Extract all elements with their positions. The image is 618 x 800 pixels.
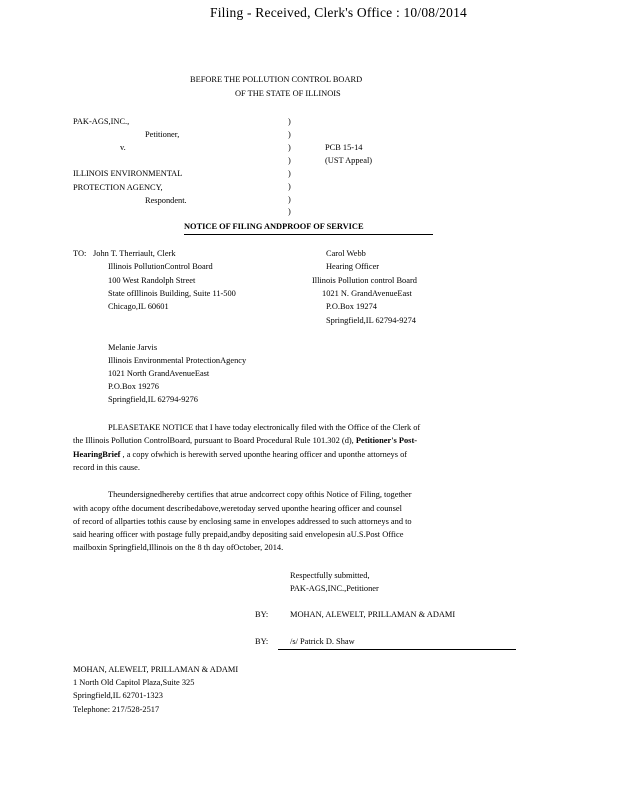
address-line: Illinois Pollution control Board	[312, 276, 417, 285]
firm-line: MOHAN, ALEWELT, PRILLAMAN & ADAMI	[73, 665, 239, 674]
law-firm-name: MOHAN, ALEWELT, PRILLAMAN & ADAMI	[290, 610, 456, 619]
notice-title: NOTICE OF FILING ANDPROOF OF SERVICE	[184, 222, 364, 231]
paragraph-line	[73, 450, 407, 460]
document-title-bold: HearingBrief	[73, 450, 121, 459]
notice-title-underline	[184, 234, 433, 235]
firm-line: 1 North Old Capitol Plaza,Suite 325	[73, 678, 195, 687]
paragraph-line: Theundersignedhereby certifies that atrue andcorrect copy ofthis Notice of Filing, together	[108, 490, 412, 499]
by-label: BY:	[255, 637, 269, 646]
paragraph-line: of record of allparties tothis cause by enclosing same in envelopes addressed to such attorneys and to	[73, 517, 412, 526]
paragraph-line: record in this cause.	[73, 463, 140, 472]
address-line: Springfield,IL 62794-9274	[326, 316, 416, 325]
by-label: BY:	[255, 610, 269, 619]
caption-bracket: )	[288, 156, 291, 165]
caption-bracket: )	[288, 130, 291, 139]
paragraph-line	[73, 436, 417, 446]
to-label: TO:	[73, 249, 87, 258]
address-line: State ofIllinois Building, Suite 11-500	[108, 289, 236, 298]
signer-name: /s/ Patrick D. Shaw	[290, 637, 355, 646]
caption-bracket: )	[288, 195, 291, 204]
address-line: Hearing Officer	[326, 262, 380, 271]
caption-bracket: )	[288, 117, 291, 126]
versus-label: v.	[120, 143, 126, 152]
address-line: Illinois PollutionControl Board	[108, 262, 213, 271]
address-line: Illinois Environmental ProtectionAgency	[108, 356, 247, 365]
paragraph-line: mailboxin Springfield,Illinois on the 8 th day ofOctober, 2014.	[73, 543, 284, 552]
address-line: John T. Therriault, Clerk	[93, 249, 176, 258]
document-title-bold: Petitioner's Post-	[355, 436, 418, 445]
caption-bracket: )	[288, 207, 291, 216]
party-name: PAK-AGS,INC.,Petitioner	[290, 584, 379, 593]
paragraph-text: the Illinois Pollution ControlBoard, pursuant to Board Procedural Rule 101.302 (d),	[73, 436, 354, 445]
firm-line: Telephone: 217/528-2517	[73, 705, 160, 714]
address-line: 100 West Randolph Street	[108, 276, 196, 285]
paragraph-line: with acopy ofthe document describedabove,weretoday served uponthe hearing officer and counsel	[73, 504, 402, 513]
respondent-name-line1: ILLINOIS ENVIRONMENTAL	[73, 169, 183, 178]
address-line: Melanie Jarvis	[108, 343, 158, 352]
petitioner-role: Petitioner,	[145, 130, 180, 139]
respondent-role: Respondent.	[145, 196, 187, 205]
closing: Respectfully submitted,	[290, 571, 370, 580]
caption-bracket: )	[288, 143, 291, 152]
address-line: P.O.Box 19276	[108, 382, 159, 391]
address-line: Chicago,IL 60601	[108, 302, 169, 311]
address-line: Carol Webb	[326, 249, 366, 258]
paragraph-line: said hearing officer with postage fully prepaid,andby depositing said envelopesin aU.S.Post Office	[73, 530, 404, 539]
caption-bracket: )	[288, 169, 291, 178]
filing-stamp: Filing - Received, Clerk's Office : 10/08/2014	[210, 5, 467, 20]
paragraph-line: PLEASETAKE NOTICE that I have today electronically filed with the Office of the Clerk of	[108, 423, 421, 432]
case-number: PCB 15-14	[325, 143, 363, 152]
case-type: (UST Appeal)	[325, 156, 373, 165]
address-line: P.O.Box 19274	[326, 302, 377, 311]
paragraph-text: , a copy ofwhich is herewith served uponthe hearing officer and uponthe attorneys of	[120, 450, 408, 459]
address-line: 1021 North GrandAvenueEast	[108, 369, 210, 378]
petitioner-name: PAK-AGS,INC.,	[73, 117, 130, 126]
board-heading-line1: BEFORE THE POLLUTION CONTROL BOARD	[190, 75, 363, 84]
address-line: Springfield,IL 62794-9276	[108, 395, 198, 404]
firm-line: Springfield,IL 62701-1323	[73, 691, 163, 700]
address-line: 1021 N. GrandAvenueEast	[322, 289, 412, 298]
respondent-name-line2: PROTECTION AGENCY,	[73, 183, 163, 192]
board-heading-line2: OF THE STATE OF ILLINOIS	[235, 89, 341, 98]
caption-bracket: )	[288, 182, 291, 191]
signature-line	[278, 649, 516, 650]
